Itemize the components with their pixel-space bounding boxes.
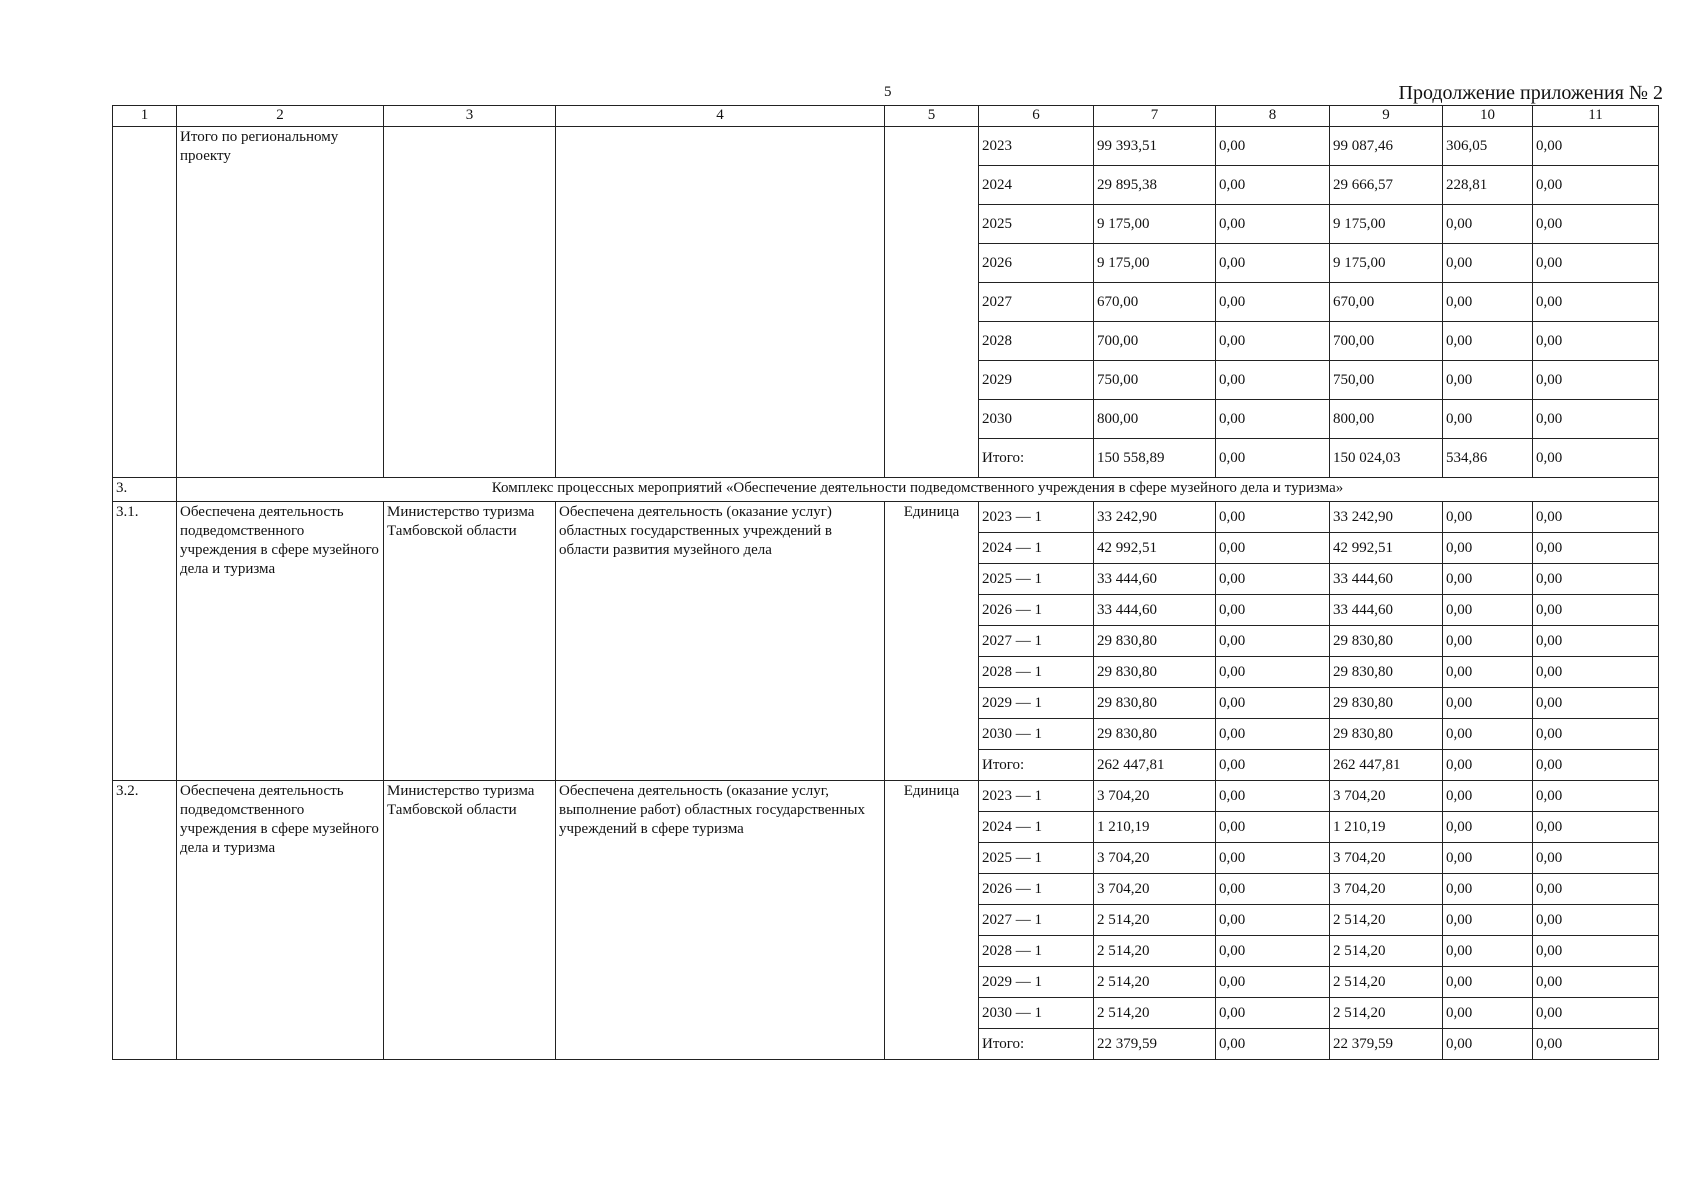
value-cell: 2 514,20 — [1094, 905, 1216, 936]
result-cell: Обеспечена деятельность (оказание услуг, выполнение работ) областных государственных учреждений в сфере туризма — [556, 781, 885, 1060]
value-cell: 0,00 — [1443, 874, 1533, 905]
value-cell: 2025 — 1 — [979, 843, 1094, 874]
value-cell: 700,00 — [1094, 322, 1216, 361]
value-cell: 42 992,51 — [1094, 533, 1216, 564]
value-cell: 0,00 — [1216, 998, 1330, 1029]
table-row — [113, 127, 1659, 166]
section-number: 3. — [113, 478, 177, 502]
value-cell: 0,00 — [1533, 439, 1659, 478]
value-cell: 9 175,00 — [1094, 244, 1216, 283]
value-cell: 0,00 — [1533, 657, 1659, 688]
value-cell: 0,00 — [1533, 936, 1659, 967]
value-cell: 2028 — [979, 322, 1094, 361]
table-row — [113, 781, 1659, 812]
column-header: 6 — [979, 106, 1094, 127]
value-cell: 150 024,03 — [1330, 439, 1443, 478]
value-cell: 2 514,20 — [1330, 967, 1443, 998]
value-cell: 0,00 — [1533, 1029, 1659, 1060]
value-cell: 3 704,20 — [1094, 781, 1216, 812]
value-cell: 0,00 — [1216, 439, 1330, 478]
table-row — [113, 502, 1659, 533]
value-cell: 0,00 — [1216, 533, 1330, 564]
value-cell: 2023 — 1 — [979, 781, 1094, 812]
value-cell: Итого: — [979, 439, 1094, 478]
value-cell: 0,00 — [1443, 626, 1533, 657]
value-cell: 0,00 — [1533, 283, 1659, 322]
value-cell: 0,00 — [1443, 1029, 1533, 1060]
value-cell: 2030 — 1 — [979, 998, 1094, 1029]
value-cell: 33 242,90 — [1094, 502, 1216, 533]
value-cell: 0,00 — [1216, 967, 1330, 998]
value-cell: 99 087,46 — [1330, 127, 1443, 166]
section-title: Комплекс процессных мероприятий «Обеспечение деятельности подведомственного учреждения в сфере музейного дела и туризма» — [177, 478, 1659, 502]
value-cell: 0,00 — [1443, 322, 1533, 361]
value-cell: 0,00 — [1216, 127, 1330, 166]
page-number: 5 — [884, 84, 892, 100]
value-cell: 306,05 — [1443, 127, 1533, 166]
value-cell: Итого: — [979, 1029, 1094, 1060]
value-cell: 33 444,60 — [1094, 595, 1216, 626]
value-cell: 9 175,00 — [1330, 205, 1443, 244]
value-cell: 0,00 — [1216, 400, 1330, 439]
value-cell: 0,00 — [1216, 781, 1330, 812]
value-cell: 0,00 — [1443, 843, 1533, 874]
item-name-cell: Обеспечена деятельность подведомственного учреждения в сфере музейного дела и туризма — [177, 502, 384, 781]
value-cell: 29 830,80 — [1330, 688, 1443, 719]
value-cell: 3 704,20 — [1094, 874, 1216, 905]
column-header: 9 — [1330, 106, 1443, 127]
item-name-cell: Обеспечена деятельность подведомственного учреждения в сфере музейного дела и туризма — [177, 781, 384, 1060]
value-cell: 0,00 — [1216, 874, 1330, 905]
column-header: 11 — [1533, 106, 1659, 127]
value-cell: 99 393,51 — [1094, 127, 1216, 166]
value-cell: 0,00 — [1216, 688, 1330, 719]
column-header: 5 — [885, 106, 979, 127]
value-cell: 29 830,80 — [1094, 626, 1216, 657]
value-cell: 0,00 — [1443, 502, 1533, 533]
value-cell: 2 514,20 — [1094, 998, 1216, 1029]
value-cell: 0,00 — [1533, 998, 1659, 1029]
value-cell: 2 514,20 — [1094, 936, 1216, 967]
value-cell: 9 175,00 — [1330, 244, 1443, 283]
value-cell: 0,00 — [1533, 205, 1659, 244]
value-cell: 0,00 — [1443, 719, 1533, 750]
value-cell: 29 830,80 — [1330, 626, 1443, 657]
value-cell: 750,00 — [1330, 361, 1443, 400]
value-cell: 0,00 — [1533, 502, 1659, 533]
value-cell: 0,00 — [1443, 595, 1533, 626]
value-cell: 0,00 — [1216, 361, 1330, 400]
value-cell: 0,00 — [1216, 719, 1330, 750]
value-cell: 0,00 — [1443, 564, 1533, 595]
value-cell: 0,00 — [1533, 595, 1659, 626]
value-cell: 670,00 — [1330, 283, 1443, 322]
value-cell: 0,00 — [1216, 205, 1330, 244]
value-cell: 0,00 — [1443, 533, 1533, 564]
value-cell: 2024 — 1 — [979, 812, 1094, 843]
value-cell: 2027 — 1 — [979, 626, 1094, 657]
value-cell: 262 447,81 — [1094, 750, 1216, 781]
value-cell: 228,81 — [1443, 166, 1533, 205]
value-cell: 700,00 — [1330, 322, 1443, 361]
value-cell: 800,00 — [1330, 400, 1443, 439]
value-cell: 0,00 — [1443, 905, 1533, 936]
value-cell: 0,00 — [1216, 244, 1330, 283]
unit-cell: Единица — [885, 502, 979, 781]
value-cell: 0,00 — [1533, 688, 1659, 719]
value-cell: 750,00 — [1094, 361, 1216, 400]
value-cell: 0,00 — [1443, 400, 1533, 439]
value-cell: 33 444,60 — [1330, 595, 1443, 626]
column-header: 2 — [177, 106, 384, 127]
value-cell: 0,00 — [1533, 750, 1659, 781]
value-cell: 0,00 — [1533, 781, 1659, 812]
unit-cell: Единица — [885, 781, 979, 1060]
value-cell: 534,86 — [1443, 439, 1533, 478]
value-cell: 0,00 — [1533, 400, 1659, 439]
value-cell: 2 514,20 — [1330, 905, 1443, 936]
value-cell: 2023 — [979, 127, 1094, 166]
value-cell: 9 175,00 — [1094, 205, 1216, 244]
value-cell: 0,00 — [1216, 750, 1330, 781]
value-cell: 0,00 — [1533, 166, 1659, 205]
value-cell: 0,00 — [1533, 719, 1659, 750]
column-header: 1 — [113, 106, 177, 127]
value-cell: 0,00 — [1443, 361, 1533, 400]
value-cell: 0,00 — [1533, 533, 1659, 564]
row-number-cell: 3.1. — [113, 502, 177, 781]
value-cell: 2026 — 1 — [979, 595, 1094, 626]
column-header: 4 — [556, 106, 885, 127]
value-cell: 22 379,59 — [1330, 1029, 1443, 1060]
value-cell: 1 210,19 — [1094, 812, 1216, 843]
value-cell: 22 379,59 — [1094, 1029, 1216, 1060]
value-cell: 0,00 — [1443, 750, 1533, 781]
value-cell: 0,00 — [1443, 657, 1533, 688]
value-cell: 2025 — [979, 205, 1094, 244]
value-cell: 0,00 — [1216, 657, 1330, 688]
value-cell: 0,00 — [1533, 905, 1659, 936]
value-cell: 0,00 — [1533, 361, 1659, 400]
value-cell: 0,00 — [1533, 564, 1659, 595]
value-cell: 150 558,89 — [1094, 439, 1216, 478]
row-number-cell: 3.2. — [113, 781, 177, 1060]
value-cell: 2028 — 1 — [979, 936, 1094, 967]
value-cell: 800,00 — [1094, 400, 1216, 439]
value-cell: 33 444,60 — [1094, 564, 1216, 595]
value-cell: 2024 — [979, 166, 1094, 205]
value-cell: 2030 — 1 — [979, 719, 1094, 750]
value-cell: 0,00 — [1216, 564, 1330, 595]
value-cell: 0,00 — [1443, 936, 1533, 967]
value-cell: 29 830,80 — [1330, 657, 1443, 688]
value-cell: 0,00 — [1216, 626, 1330, 657]
value-cell: 1 210,19 — [1330, 812, 1443, 843]
value-cell: 33 242,90 — [1330, 502, 1443, 533]
value-cell: 0,00 — [1533, 322, 1659, 361]
appendix-note: Продолжение приложения № 2 — [1398, 82, 1663, 104]
value-cell: 0,00 — [1443, 967, 1533, 998]
value-cell: 0,00 — [1443, 812, 1533, 843]
responsible-cell — [384, 127, 556, 478]
value-cell: 2024 — 1 — [979, 533, 1094, 564]
value-cell: 0,00 — [1216, 322, 1330, 361]
value-cell: 0,00 — [1216, 905, 1330, 936]
value-cell: 2029 — 1 — [979, 967, 1094, 998]
value-cell: 2029 — 1 — [979, 688, 1094, 719]
value-cell: 29 666,57 — [1330, 166, 1443, 205]
responsible-cell: Министерство туризма Тамбовской области — [384, 502, 556, 781]
value-cell: 2 514,20 — [1330, 998, 1443, 1029]
value-cell: 2027 — 1 — [979, 905, 1094, 936]
value-cell: 33 444,60 — [1330, 564, 1443, 595]
value-cell: 29 830,80 — [1094, 657, 1216, 688]
value-cell: 262 447,81 — [1330, 750, 1443, 781]
value-cell: 0,00 — [1443, 998, 1533, 1029]
value-cell: 2027 — [979, 283, 1094, 322]
value-cell: 0,00 — [1216, 843, 1330, 874]
value-cell: 0,00 — [1216, 283, 1330, 322]
value-cell: 2 514,20 — [1094, 967, 1216, 998]
value-cell: 2 514,20 — [1330, 936, 1443, 967]
value-cell: 0,00 — [1443, 688, 1533, 719]
value-cell: 42 992,51 — [1330, 533, 1443, 564]
value-cell: 3 704,20 — [1094, 843, 1216, 874]
row-number-cell — [113, 127, 177, 478]
value-cell: 29 830,80 — [1094, 719, 1216, 750]
value-cell: 3 704,20 — [1330, 874, 1443, 905]
value-cell: 670,00 — [1094, 283, 1216, 322]
value-cell: 0,00 — [1443, 205, 1533, 244]
value-cell: 29 895,38 — [1094, 166, 1216, 205]
value-cell: 0,00 — [1216, 166, 1330, 205]
value-cell: 0,00 — [1533, 812, 1659, 843]
responsible-cell: Министерство туризма Тамбовской области — [384, 781, 556, 1060]
value-cell: 2029 — [979, 361, 1094, 400]
column-header: 7 — [1094, 106, 1216, 127]
value-cell: 29 830,80 — [1094, 688, 1216, 719]
value-cell: 2025 — 1 — [979, 564, 1094, 595]
section-row — [113, 478, 1659, 502]
value-cell: 0,00 — [1443, 244, 1533, 283]
value-cell: 0,00 — [1216, 595, 1330, 626]
value-cell: 0,00 — [1216, 936, 1330, 967]
value-cell: 2030 — [979, 400, 1094, 439]
value-cell: 0,00 — [1533, 967, 1659, 998]
column-header: 10 — [1443, 106, 1533, 127]
value-cell: 3 704,20 — [1330, 781, 1443, 812]
value-cell: 3 704,20 — [1330, 843, 1443, 874]
value-cell: 0,00 — [1216, 502, 1330, 533]
item-name-cell: Итого по региональному проекту — [177, 127, 384, 478]
budget-table — [112, 105, 1659, 1060]
unit-cell — [885, 127, 979, 478]
value-cell: 2026 — 1 — [979, 874, 1094, 905]
column-header: 3 — [384, 106, 556, 127]
column-number-row — [113, 106, 1659, 127]
value-cell: Итого: — [979, 750, 1094, 781]
value-cell: 0,00 — [1533, 127, 1659, 166]
value-cell: 0,00 — [1533, 244, 1659, 283]
value-cell: 0,00 — [1216, 1029, 1330, 1060]
value-cell: 0,00 — [1533, 626, 1659, 657]
value-cell: 0,00 — [1443, 781, 1533, 812]
column-header: 8 — [1216, 106, 1330, 127]
value-cell: 0,00 — [1533, 874, 1659, 905]
value-cell: 29 830,80 — [1330, 719, 1443, 750]
value-cell: 2026 — [979, 244, 1094, 283]
result-cell: Обеспечена деятельность (оказание услуг) областных государственных учреждений в области развития музейного дела — [556, 502, 885, 781]
result-cell — [556, 127, 885, 478]
value-cell: 2028 — 1 — [979, 657, 1094, 688]
value-cell: 0,00 — [1216, 812, 1330, 843]
value-cell: 0,00 — [1533, 843, 1659, 874]
value-cell: 0,00 — [1443, 283, 1533, 322]
value-cell: 2023 — 1 — [979, 502, 1094, 533]
